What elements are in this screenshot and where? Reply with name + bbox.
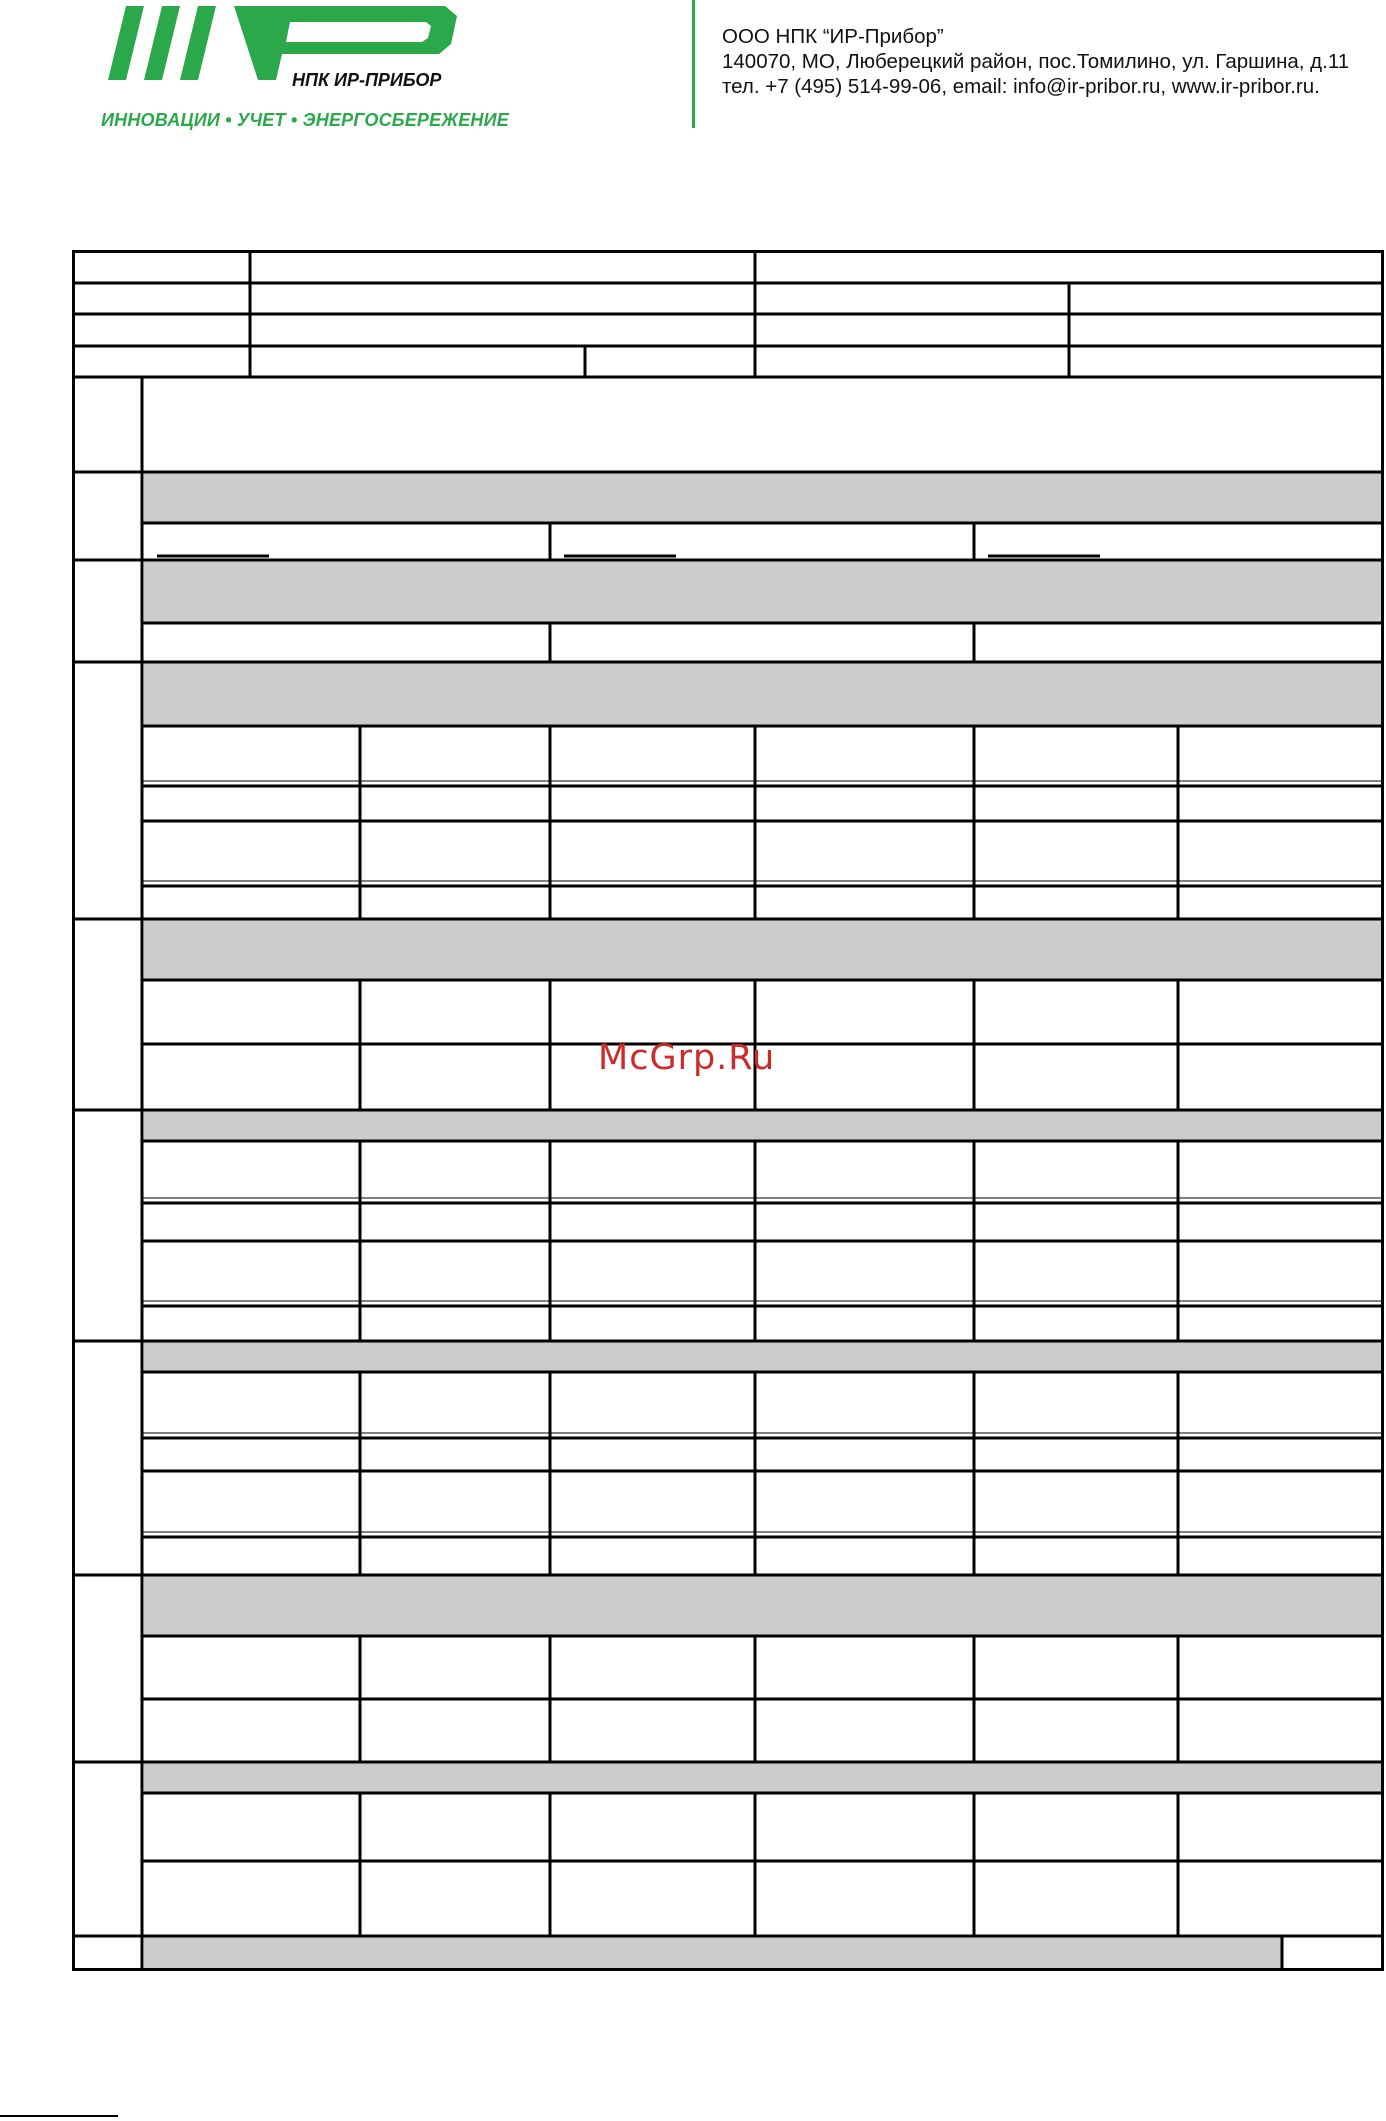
header-divider	[692, 0, 695, 128]
footnote-rule	[0, 2115, 118, 2117]
company-contact-block	[722, 24, 1349, 99]
slogan: ИННОВАЦИИ • УЧЕТ • ЭНЕРГОСБЕРЕЖЕНИЕ	[101, 110, 509, 130]
row-accent-lines	[142, 781, 1384, 1532]
section-band-9	[144, 1936, 1282, 1970]
section-bands	[144, 473, 1382, 1970]
company-address: 140070, МО, Люберецкий район, пос.Томилино, ул. Гаршина, д.11	[722, 50, 1350, 73]
section-band-2	[144, 560, 1382, 622]
section-band-3	[144, 661, 1382, 726]
form-grid	[72, 250, 1384, 1972]
section-band-6	[144, 1341, 1382, 1371]
watermark: McGrp.Ru	[598, 1038, 776, 1078]
company-contacts: тел. +7 (495) 514-99-06, email: info@ir-pribor.ru, www.ir-pribor.ru.	[722, 75, 1320, 98]
section-band-1	[144, 473, 1382, 523]
section-band-4	[144, 919, 1382, 979]
section-band-8	[144, 1762, 1382, 1792]
company-name: ООО НПК “ИР-Прибор”	[722, 25, 944, 48]
section-band-5	[144, 1110, 1382, 1140]
blank-form-table	[72, 250, 1384, 1972]
section-band-7	[144, 1575, 1382, 1635]
logo-text: НПК ИР-ПРИБОР	[292, 70, 442, 90]
